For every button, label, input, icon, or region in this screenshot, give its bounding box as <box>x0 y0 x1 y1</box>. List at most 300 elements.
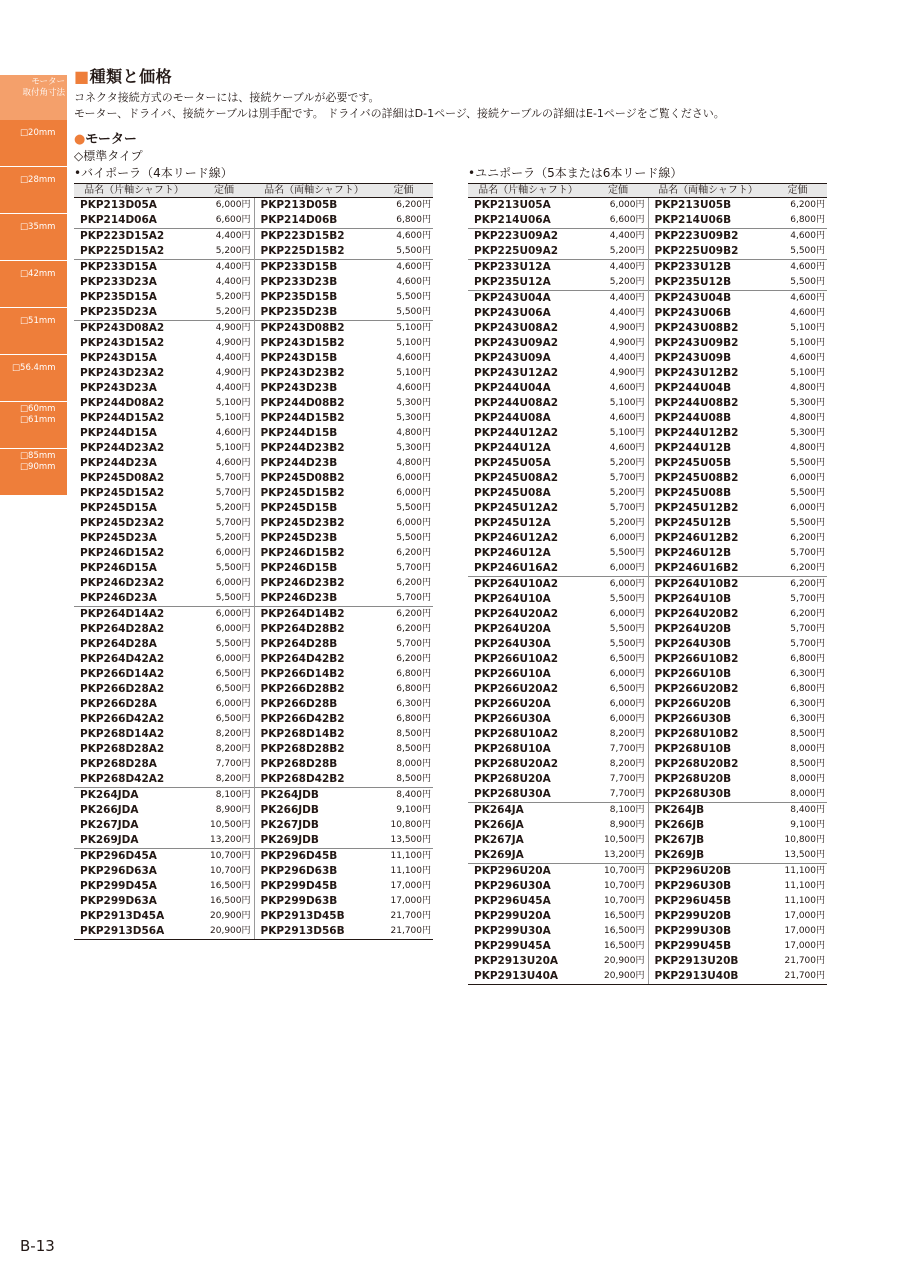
price-single-shaft: 5,500円 <box>215 639 251 649</box>
price-single-shaft: 6,000円 <box>609 609 645 619</box>
price-double-shaft: 6,800円 <box>396 669 431 679</box>
price-double-shaft: 10,800円 <box>390 820 431 830</box>
price-single-shaft: 5,200円 <box>609 488 645 498</box>
table-row <box>468 291 827 307</box>
model-single-shaft: PKP244D08A2 <box>80 397 165 409</box>
model-single-shaft: PKP299U45A <box>474 940 551 952</box>
model-double-shaft: PKP266D28B2 <box>254 682 374 697</box>
model-double-shaft: PKP268D42B2 <box>254 772 374 788</box>
table-row <box>468 742 827 757</box>
price-single-shaft: 5,200円 <box>609 458 645 468</box>
table-row <box>468 864 827 880</box>
model-single-shaft: PKP243U08A2 <box>474 322 559 334</box>
price-single-shaft: 8,200円 <box>215 729 251 739</box>
model-double-shaft: PKP223U09B2 <box>648 229 768 245</box>
price-single-shaft: 8,900円 <box>609 820 645 830</box>
model-double-shaft: PKP246U12B <box>648 546 768 561</box>
model-single-shaft: PKP246U16A2 <box>474 562 559 574</box>
price-double-shaft: 6,200円 <box>396 578 431 588</box>
price-single-shaft: 8,100円 <box>194 788 254 804</box>
model-double-shaft: PKP214D06B <box>254 213 374 229</box>
price-single-shaft: 4,600円 <box>609 443 645 453</box>
price-single-shaft: 6,000円 <box>609 563 645 573</box>
model-double-shaft: PKP214U06B <box>648 213 768 229</box>
model-single-shaft: PKP213D05A <box>80 199 157 211</box>
table-row <box>468 516 827 531</box>
price-double-shaft: 5,300円 <box>396 443 431 453</box>
sidebar-tab-56mm[interactable] <box>0 355 67 401</box>
model-single-shaft: PKP296D45A <box>74 849 194 865</box>
model-double-shaft: PKP243D23B2 <box>254 366 374 381</box>
table-row <box>468 577 827 593</box>
model-single-shaft: PK267JA <box>474 834 524 846</box>
sidebar-tab-51mm[interactable] <box>0 308 67 354</box>
model-double-shaft: PKP245U12B <box>648 516 768 531</box>
table-row <box>74 471 433 486</box>
model-double-shaft: PKP266U20B <box>648 697 768 712</box>
table-row <box>74 576 433 591</box>
table-row <box>468 275 827 291</box>
model-single-shaft: PKP246D15A2 <box>80 547 165 559</box>
table-row <box>74 411 433 426</box>
model-single-shaft: PKP2913D45A <box>80 910 165 922</box>
model-single-shaft: PKP225U09A2 <box>474 245 559 257</box>
column-header: 品名（片軸シャフト） <box>74 184 194 198</box>
table-row <box>74 275 433 290</box>
table-row <box>468 924 827 939</box>
sidebar-tab-60mm[interactable] <box>0 402 67 448</box>
price-single-shaft: 5,700円 <box>215 488 251 498</box>
model-single-shaft: PKP299D45A <box>80 880 157 892</box>
price-double-shaft: 6,200円 <box>396 654 431 664</box>
model-double-shaft: PKP243U04B <box>648 291 768 307</box>
sidebar-tab-label: □56.4mm <box>12 363 56 373</box>
price-single-shaft: 5,700円 <box>215 473 251 483</box>
model-single-shaft: PKP268U20A2 <box>474 758 559 770</box>
model-double-shaft: PKP243U08B2 <box>648 321 768 336</box>
price-single-shaft: 16,500円 <box>210 896 251 906</box>
table-row <box>74 244 433 260</box>
model-double-shaft: PKP266D42B2 <box>254 712 374 727</box>
model-single-shaft: PKP214D06A <box>80 214 157 226</box>
price-double-shaft: 11,100円 <box>784 881 825 891</box>
price-double-shaft: 11,100円 <box>768 864 827 880</box>
price-double-shaft: 17,000円 <box>784 941 825 951</box>
price-single-shaft: 6,000円 <box>194 607 254 623</box>
model-double-shaft: PKP266D28B <box>254 697 374 712</box>
table-row <box>74 712 433 727</box>
price-double-shaft: 5,500円 <box>396 307 431 317</box>
price-double-shaft: 6,800円 <box>790 215 825 225</box>
table-row <box>468 879 827 894</box>
model-single-shaft: PKP266D14A2 <box>80 668 165 680</box>
sidebar-tab-85mm[interactable] <box>0 449 67 495</box>
price-double-shaft: 5,500円 <box>396 292 431 302</box>
price-double-shaft: 5,700円 <box>790 594 825 604</box>
model-single-shaft: PKP264D28A <box>80 638 157 650</box>
price-double-shaft: 21,700円 <box>784 956 825 966</box>
unipolar-price-table <box>468 183 827 985</box>
table-row <box>468 561 827 577</box>
table-row <box>468 546 827 561</box>
sidebar-tab-42mm[interactable] <box>0 261 67 307</box>
price-single-shaft: 4,400円 <box>215 383 251 393</box>
model-double-shaft: PKP296D45B <box>254 849 374 865</box>
page-number: B-13 <box>20 1237 55 1255</box>
price-single-shaft: 6,000円 <box>215 699 251 709</box>
table-row <box>468 818 827 833</box>
price-single-shaft: 6,000円 <box>215 578 251 588</box>
model-double-shaft: PK264JDB <box>254 788 374 804</box>
price-single-shaft: 6,500円 <box>215 714 251 724</box>
table-row <box>468 366 827 381</box>
model-single-shaft: PKP245D23A2 <box>80 517 165 529</box>
bipolar-title: •バイポーラ（4本リード線） <box>74 166 233 180</box>
table-row <box>74 727 433 742</box>
model-single-shaft: PKP245D23A <box>80 532 157 544</box>
price-double-shaft: 8,400円 <box>374 788 433 804</box>
price-single-shaft: 6,000円 <box>588 577 648 593</box>
model-double-shaft: PKP246U16B2 <box>648 561 768 577</box>
price-double-shaft: 6,000円 <box>790 473 825 483</box>
price-double-shaft: 5,100円 <box>396 338 431 348</box>
price-double-shaft: 5,700円 <box>396 593 431 603</box>
model-single-shaft: PKP268D28A2 <box>80 743 165 755</box>
model-single-shaft: PKP264D42A2 <box>80 653 165 665</box>
model-single-shaft: PKP266U20A <box>474 698 551 710</box>
model-single-shaft: PK264JDA <box>74 788 194 804</box>
price-double-shaft: 4,600円 <box>790 353 825 363</box>
table-row <box>468 682 827 697</box>
price-single-shaft: 13,200円 <box>604 850 645 860</box>
price-single-shaft: 6,000円 <box>215 624 251 634</box>
model-single-shaft: PKP266D28A2 <box>80 683 165 695</box>
model-double-shaft: PKP246D15B <box>254 561 374 576</box>
model-single-shaft: PKP296D63A <box>80 865 157 877</box>
model-single-shaft: PKP266D42A2 <box>80 713 165 725</box>
model-single-shaft: PKP244D23A2 <box>80 442 165 454</box>
model-single-shaft: PKP299D63A <box>80 895 157 907</box>
table-row <box>74 426 433 441</box>
price-single-shaft: 20,900円 <box>588 969 648 985</box>
price-double-shaft: 4,800円 <box>396 428 431 438</box>
price-double-shaft: 6,300円 <box>790 699 825 709</box>
table-row <box>468 501 827 516</box>
price-single-shaft: 5,100円 <box>215 398 251 408</box>
price-double-shaft: 5,300円 <box>396 398 431 408</box>
model-double-shaft: PK266JB <box>648 818 768 833</box>
model-double-shaft: PKP264D28B2 <box>254 622 374 637</box>
price-double-shaft: 6,300円 <box>790 669 825 679</box>
price-double-shaft: 21,700円 <box>374 924 433 940</box>
price-double-shaft: 4,600円 <box>374 229 433 245</box>
table-row <box>468 471 827 486</box>
model-double-shaft: PKP264D42B2 <box>254 652 374 667</box>
price-single-shaft: 4,900円 <box>609 338 645 348</box>
price-single-shaft: 5,200円 <box>215 292 251 302</box>
price-double-shaft: 4,600円 <box>790 308 825 318</box>
price-single-shaft: 6,600円 <box>215 215 251 225</box>
model-double-shaft: PKP225D15B2 <box>254 244 374 260</box>
model-double-shaft: PKP235U12B <box>648 275 768 291</box>
model-double-shaft: PKP243U06B <box>648 306 768 321</box>
price-single-shaft: 8,900円 <box>215 805 251 815</box>
price-double-shaft: 6,200円 <box>790 563 825 573</box>
price-double-shaft: 5,500円 <box>790 246 825 256</box>
model-single-shaft: PKP266U30A <box>474 713 551 725</box>
price-single-shaft: 4,600円 <box>609 383 645 393</box>
bipolar-price-table <box>74 183 433 940</box>
price-double-shaft: 4,600円 <box>396 383 431 393</box>
model-single-shaft: PKP2913D56A <box>74 924 194 940</box>
price-double-shaft: 5,500円 <box>790 518 825 528</box>
motor-heading-text: モーター <box>85 132 137 147</box>
price-single-shaft: 5,200円 <box>215 503 251 513</box>
model-single-shaft: PKP243D15A <box>80 352 157 364</box>
model-double-shaft: PKP243D15B2 <box>254 336 374 351</box>
table-row <box>468 351 827 366</box>
model-single-shaft: PKP233D15A <box>74 260 194 276</box>
model-single-shaft: PKP296U45A <box>474 895 551 907</box>
model-single-shaft: PK266JA <box>474 819 524 831</box>
table-row <box>74 637 433 652</box>
price-single-shaft: 10,500円 <box>604 835 645 845</box>
table-row <box>74 879 433 894</box>
table-row <box>74 229 433 245</box>
model-single-shaft: PKP266U10A <box>474 668 551 680</box>
intro-line-2: モーター、ドライバ、接続ケーブルは別手配です。 ドライバの詳細はD-1ページ、接続ケーブルの詳細はE-1ページをご覧ください。 <box>74 107 725 120</box>
model-single-shaft: PKP235D23A <box>80 306 157 318</box>
model-single-shaft: PKP245U12A <box>474 517 551 529</box>
model-double-shaft: PKP246D15B2 <box>254 546 374 561</box>
price-single-shaft: 5,100円 <box>215 443 251 453</box>
table-row <box>468 486 827 501</box>
price-double-shaft: 5,700円 <box>790 639 825 649</box>
table-row <box>74 894 433 909</box>
table-row <box>74 516 433 531</box>
model-single-shaft: PKP243D08A2 <box>74 321 194 337</box>
price-single-shaft: 6,000円 <box>215 548 251 558</box>
table-row <box>74 290 433 305</box>
price-single-shaft: 4,400円 <box>194 229 254 245</box>
sidebar-tab-35mm[interactable] <box>0 214 67 260</box>
column-header: 品名（両軸シャフト） <box>648 184 768 198</box>
price-double-shaft: 5,500円 <box>396 246 431 256</box>
model-double-shaft: PKP2913U20B <box>648 954 768 969</box>
table-row <box>468 652 827 667</box>
model-single-shaft: PKP264U20A2 <box>474 608 559 620</box>
table-row <box>468 787 827 803</box>
model-double-shaft: PKP299D45B <box>254 879 374 894</box>
model-double-shaft: PKP235D15B <box>254 290 374 305</box>
price-double-shaft: 13,500円 <box>390 835 431 845</box>
model-single-shaft: PKP243U09A2 <box>474 337 559 349</box>
model-single-shaft: PKP246U12A2 <box>474 532 559 544</box>
model-double-shaft: PKP243U09B <box>648 351 768 366</box>
motor-heading <box>74 128 137 147</box>
table-row <box>468 969 827 985</box>
table-row <box>74 381 433 396</box>
column-header: 定価 <box>374 184 433 198</box>
table-row <box>74 682 433 697</box>
sidebar-tab-label: □35mm <box>20 222 56 232</box>
model-double-shaft: PKP244U08B2 <box>648 396 768 411</box>
price-double-shaft: 4,800円 <box>790 443 825 453</box>
model-double-shaft: PK267JDB <box>254 818 374 833</box>
model-double-shaft: PKP245U05B <box>648 456 768 471</box>
table-row <box>74 591 433 607</box>
price-double-shaft: 5,300円 <box>790 398 825 408</box>
price-double-shaft: 6,800円 <box>396 684 431 694</box>
table-row <box>468 336 827 351</box>
model-double-shaft: PKP299D63B <box>254 894 374 909</box>
column-header: 定価 <box>588 184 648 198</box>
price-single-shaft: 6,500円 <box>215 669 251 679</box>
price-single-shaft: 4,400円 <box>588 229 648 245</box>
model-single-shaft: PKP246D15A <box>80 562 157 574</box>
sidebar-tab-20mm[interactable] <box>0 120 67 166</box>
sidebar-tab-label: □60mm □61mm <box>20 404 56 425</box>
model-double-shaft: PKP213U05B <box>648 198 768 214</box>
model-double-shaft: PKP2913D45B <box>254 909 374 924</box>
model-double-shaft: PKP244D23B2 <box>254 441 374 456</box>
price-single-shaft: 4,400円 <box>215 277 251 287</box>
price-single-shaft: 4,600円 <box>609 413 645 423</box>
model-double-shaft: PKP266U10B <box>648 667 768 682</box>
model-double-shaft: PKP268U30B <box>648 787 768 803</box>
model-double-shaft: PKP299U30B <box>648 924 768 939</box>
model-double-shaft: PKP2913D56B <box>254 924 374 940</box>
table-row <box>74 697 433 712</box>
orange-dot-icon: ● <box>74 132 86 147</box>
model-single-shaft: PKP223U09A2 <box>468 229 588 245</box>
price-double-shaft: 6,200円 <box>396 548 431 558</box>
price-double-shaft: 6,200円 <box>396 200 431 210</box>
model-single-shaft: PKP268U30A <box>474 788 551 800</box>
table-row <box>74 486 433 501</box>
price-single-shaft: 5,500円 <box>609 548 645 558</box>
column-header: 定価 <box>194 184 254 198</box>
model-single-shaft: PKP214U06A <box>474 214 551 226</box>
table-row <box>468 712 827 727</box>
price-double-shaft: 8,500円 <box>790 759 825 769</box>
model-single-shaft: PKP223D15A2 <box>74 229 194 245</box>
model-single-shaft: PKP266D28A <box>80 698 157 710</box>
model-double-shaft: PKP264U10B <box>648 592 768 607</box>
price-double-shaft: 11,100円 <box>390 866 431 876</box>
model-single-shaft: PKP246U12A <box>474 547 551 559</box>
price-single-shaft: 10,700円 <box>604 881 645 891</box>
price-double-shaft: 5,100円 <box>374 321 433 337</box>
page-title <box>74 64 172 87</box>
price-single-shaft: 5,700円 <box>609 503 645 513</box>
price-single-shaft: 10,700円 <box>588 864 648 880</box>
table-row <box>468 894 827 909</box>
table-row <box>468 411 827 426</box>
model-double-shaft: PKP245U12B2 <box>648 501 768 516</box>
table-row <box>74 864 433 879</box>
model-double-shaft: PKP243U09B2 <box>648 336 768 351</box>
table-row <box>468 939 827 954</box>
model-double-shaft: PKP264U10B2 <box>648 577 768 593</box>
table-row <box>74 818 433 833</box>
price-double-shaft: 9,100円 <box>396 805 431 815</box>
model-single-shaft: PKP243U09A <box>474 352 551 364</box>
model-single-shaft: PKP245D15A2 <box>80 487 165 499</box>
model-single-shaft: PKP2913U40A <box>468 969 588 985</box>
table-row <box>468 426 827 441</box>
model-single-shaft: PKP244U08A <box>474 412 551 424</box>
model-double-shaft: PKP244U04B <box>648 381 768 396</box>
price-single-shaft: 8,100円 <box>588 803 648 819</box>
table-row <box>468 954 827 969</box>
table-row <box>74 803 433 818</box>
price-single-shaft: 6,500円 <box>609 654 645 664</box>
table-row <box>74 607 433 623</box>
model-double-shaft: PKP246D23B <box>254 591 374 607</box>
price-single-shaft: 7,700円 <box>609 774 645 784</box>
price-single-shaft: 5,700円 <box>609 473 645 483</box>
price-double-shaft: 4,600円 <box>396 353 431 363</box>
table-row <box>74 742 433 757</box>
model-double-shaft: PKP299U45B <box>648 939 768 954</box>
price-double-shaft: 6,800円 <box>790 654 825 664</box>
price-single-shaft: 4,900円 <box>215 338 251 348</box>
price-double-shaft: 5,100円 <box>790 368 825 378</box>
price-double-shaft: 6,800円 <box>790 684 825 694</box>
sidebar-tab-28mm[interactable] <box>0 167 67 213</box>
price-double-shaft: 6,200円 <box>790 533 825 543</box>
table-row <box>468 244 827 260</box>
table-row <box>468 381 827 396</box>
model-single-shaft: PKP2913U20A <box>474 955 559 967</box>
price-double-shaft: 6,200円 <box>396 624 431 634</box>
price-double-shaft: 17,000円 <box>390 896 431 906</box>
price-single-shaft: 7,700円 <box>609 789 645 799</box>
price-double-shaft: 5,700円 <box>790 548 825 558</box>
table-row <box>468 757 827 772</box>
price-single-shaft: 7,700円 <box>215 759 251 769</box>
price-single-shaft: 5,100円 <box>609 398 645 408</box>
price-single-shaft: 5,100円 <box>215 413 251 423</box>
table-row <box>468 909 827 924</box>
model-single-shaft: PKP244D23A <box>80 457 157 469</box>
sidebar-tab-label: □20mm <box>20 128 56 138</box>
model-double-shaft: PKP244D08B2 <box>254 396 374 411</box>
model-single-shaft: PKP235D15A <box>80 291 157 303</box>
table-row <box>74 757 433 772</box>
model-double-shaft: PKP245D23B2 <box>254 516 374 531</box>
model-single-shaft: PKP245U08A <box>474 487 551 499</box>
table-row <box>74 833 433 849</box>
table-row <box>468 213 827 229</box>
model-double-shaft: PKP245D15B2 <box>254 486 374 501</box>
sidebar-heading <box>0 75 67 120</box>
price-single-shaft: 4,600円 <box>215 428 251 438</box>
table-row <box>468 727 827 742</box>
model-double-shaft: PKP244D15B <box>254 426 374 441</box>
price-single-shaft: 8,200円 <box>215 744 251 754</box>
model-single-shaft: PKP245U05A <box>474 457 551 469</box>
table-row <box>468 396 827 411</box>
price-single-shaft: 16,500円 <box>604 926 645 936</box>
price-double-shaft: 17,000円 <box>784 926 825 936</box>
price-double-shaft: 5,500円 <box>790 488 825 498</box>
price-single-shaft: 20,900円 <box>210 911 251 921</box>
model-double-shaft: PKP268D28B2 <box>254 742 374 757</box>
table-row <box>468 622 827 637</box>
table-row <box>74 652 433 667</box>
